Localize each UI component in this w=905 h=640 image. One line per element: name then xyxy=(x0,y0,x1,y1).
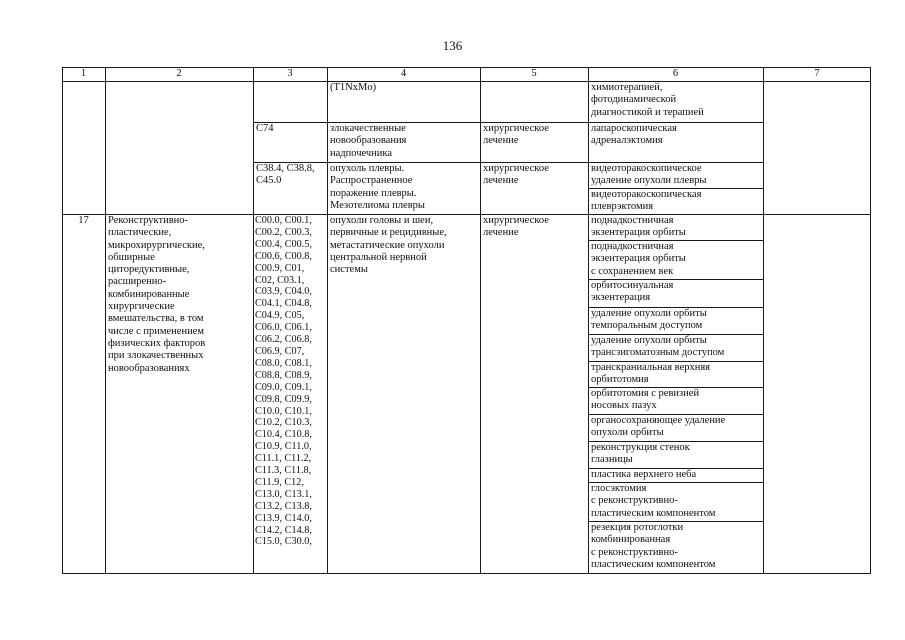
column-header-6: 6 xyxy=(672,68,679,79)
disease-model-cell: злокачественные новообразования надпочечника xyxy=(330,123,407,159)
treatment-type-cell: хирургическое лечение xyxy=(483,215,549,239)
treatment-method-cell: орбитосинуальная экзентерация xyxy=(591,280,674,304)
column-divider xyxy=(327,67,328,574)
table-left-border xyxy=(62,67,63,574)
column-divider xyxy=(588,67,589,574)
treatment-method-cell: удаление опухоли орбиты темпоральным доступом xyxy=(591,308,707,332)
treatment-method-cell: поднадкостничная экзентерация орбиты с сохранением век xyxy=(591,241,686,277)
icd-code-cell: C74 xyxy=(256,123,274,134)
column-header-4: 4 xyxy=(400,68,407,79)
treatment-method-cell: пластика верхнего неба xyxy=(591,469,697,480)
treatment-method-cell: органосохраняющее удаление опухоли орбиты xyxy=(591,415,726,439)
treatment-method-cell: реконструкция стенок глазницы xyxy=(591,442,690,466)
icd-codes-cell: C00.0, C00.1, C00.2, C00.3, C00.4, C00.5, C00.6, C00.8, C00.9, C01, C02, C03.1, C03.9, C04.0, C04.1, C04.8, C04.9, C05, C06.0, C06.1, C06.2, C06.8, C06.9, C07, C08.0, C08.1, C08.8, C08.9, C09.0, C09.1, C09.8, C09.9, C10.0, C10.1, C10.2, C10.3, C10.4, C10.8, C10.9, C11.0, C11.1, C11.2, C11.3, C11.8, C11.9, C12, C13.0, C13.1, C13.2, C13.8, C13.9, C14.0, C14.2, C14.8, C15.0, C30.0, xyxy=(255,215,312,548)
column-header-2: 2 xyxy=(176,68,182,79)
icd-code-cell: C38.4, C38.8, C45.0 xyxy=(256,163,315,187)
treatment-method-cell: удаление опухоли орбиты трансзигоматозным доступом xyxy=(591,335,725,359)
disease-model-cell: опухоль плевры. Распространенное поражение плевры. Мезотелиома плевры xyxy=(330,163,425,211)
treatment-method-cell: поднадкостничная экзентерация орбиты xyxy=(591,215,686,239)
treatment-method-cell: орбитотомия с ревизией носовых пазух xyxy=(591,388,700,412)
column-divider xyxy=(105,67,106,574)
table-bottom-border xyxy=(62,573,871,574)
treatment-method-cell: лапароскопическая адреналэктомия xyxy=(591,123,677,147)
continued-method-cell: химиотерапией, фотодинамической диагностикой и терапией xyxy=(591,82,704,118)
treatment-method-cell: глосэктомия с реконструктивно- пластическим компонентом xyxy=(591,483,716,519)
treatment-method-cell: транскраниальная верхняя орбитотомия xyxy=(591,362,711,386)
column-header-7: 7 xyxy=(814,68,820,79)
column-header-5: 5 xyxy=(531,68,537,79)
column-header-1: 1 xyxy=(80,68,87,79)
row-number-cell: 17 xyxy=(78,215,89,226)
care-type-cell: Реконструктивно- пластические, микрохирургические, обширные циторедуктивные, расширенно- комбинированные хирургические вмешательства, в том числе с применением физических факторов при злокачественных новообразованиях xyxy=(108,215,206,374)
disease-model-cell: опухоли головы и шеи, первичные и рецидивные, метастатические опухоли центральной нервной системы xyxy=(330,215,447,276)
column-divider xyxy=(480,67,481,574)
treatment-method-cell: резекция ротоглотки комбинированная с реконструктивно- пластическим компонентом xyxy=(591,522,716,570)
page-number: 136 xyxy=(442,38,463,53)
column-header-3: 3 xyxy=(287,68,293,79)
column-divider xyxy=(763,67,764,574)
table-right-border xyxy=(870,67,871,574)
treatment-type-cell: хирургическое лечение xyxy=(483,163,549,187)
column-divider xyxy=(253,67,254,574)
continued-model-cell: (T1NxMo) xyxy=(330,82,377,93)
treatment-method-cell: видеоторакоскопическая плеврэктомия xyxy=(591,189,702,213)
treatment-method-cell: видеоторакоскопическое удаление опухоли плевры xyxy=(591,163,707,187)
treatment-type-cell: хирургическое лечение xyxy=(483,123,549,147)
